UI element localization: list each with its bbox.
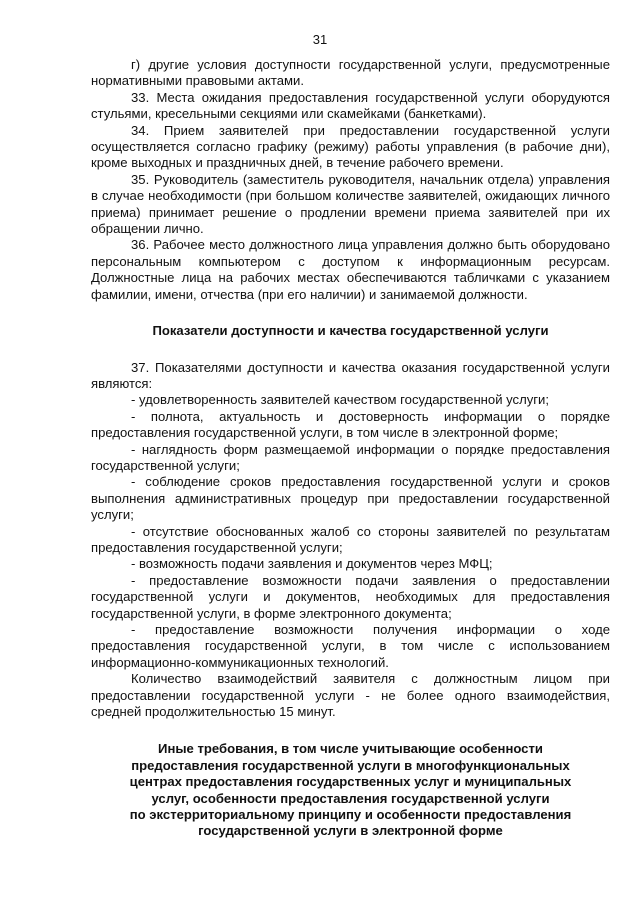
paragraph-35: 35. Руководитель (заместитель руководителя, начальник отдела) управления в случае необходимости (при большом количестве заявителей, ожидающих личного приема) принимает решение о продлении времени приема заявителей при их обращении лично. xyxy=(91,171,610,237)
list-item: - удовлетворенность заявителей качеством государственной услуги; xyxy=(131,392,550,408)
list-item: - соблюдение сроков предоставления государственной услуги и сроков выполнения административных процедур при предоставлении государственной услуги; xyxy=(91,474,610,523)
list-item: - наглядность форм размещаемой информации о порядке предоставления государственной услуги; xyxy=(91,441,610,473)
heading-line: Иные требования, в том числе учитывающие особенности xyxy=(158,741,543,757)
paragraph-interactions-count: Количество взаимодействий заявителя с должностным лицом при предоставлении государственной услуги - не более одного взаимодействия, средней продолжительностью 15 минут. xyxy=(91,671,610,720)
page-number: 31 xyxy=(312,32,328,47)
section-heading-other-requirements xyxy=(91,741,610,839)
list-item: - полнота, актуальность и достоверность информации о порядке предоставления государственной услуги, в том числе в электронной форме; xyxy=(91,408,610,441)
heading-line: по экстерриториальному принципу и особенности предоставления xyxy=(129,807,572,823)
heading-line: государственной услуги в электронной форме xyxy=(198,823,503,839)
paragraph-36: 36. Рабочее место должностного лица управления должно быть оборудовано персональным компьютером с доступом к информационным ресурсам. Должностные лица на рабочих местах обеспечиваются табличками с указанием фамилии, имени, отчества (при его наличии) и занимаемой должности. xyxy=(91,237,610,302)
heading-line: предоставления государственной услуги в многофункциональных xyxy=(131,757,570,773)
list-item: - возможность подачи заявления и документов через МФЦ; xyxy=(131,556,493,572)
list-item: - предоставление возможности подачи заявления о предоставлении государственной услуги и документов, необходимых для предоставления государственной услуги, в форме электронного документа; xyxy=(91,572,610,621)
paragraph-37: 37. Показателями доступности и качества оказания государственной услуги являются: xyxy=(91,359,610,391)
paragraph-34: 34. Прием заявителей при предоставлении государственной услуги осуществляется согласно графику (режиму) работы управления (в рабочие дни), кроме выходных и праздничных дней, в течение рабочего времени. xyxy=(91,122,610,171)
heading-line: услуг, особенности предоставления государственной услуги xyxy=(151,790,550,806)
heading-line: центрах предоставления государственных услуг и муниципальных xyxy=(129,774,572,790)
page-content xyxy=(91,57,610,840)
list-item: - предоставление возможности получения информации о ходе предоставления государственной услуги, в том числе с использованием информационно-коммуникационных технологий. xyxy=(91,622,610,670)
list-item: - отсутствие обоснованных жалоб со стороны заявителей по результатам предоставления государственной услуги; xyxy=(91,523,610,555)
paragraph-item-g: г) другие условия доступности государственной услуги, предусмотренные нормативными правовыми актами. xyxy=(91,57,610,89)
section-heading-indicators: Показатели доступности и качества государственной услуги xyxy=(152,323,549,339)
paragraph-33: 33. Места ожидания предоставления государственной услуги оборудуются стульями, кресельными секциями или скамейками (банкетками). xyxy=(91,89,610,122)
